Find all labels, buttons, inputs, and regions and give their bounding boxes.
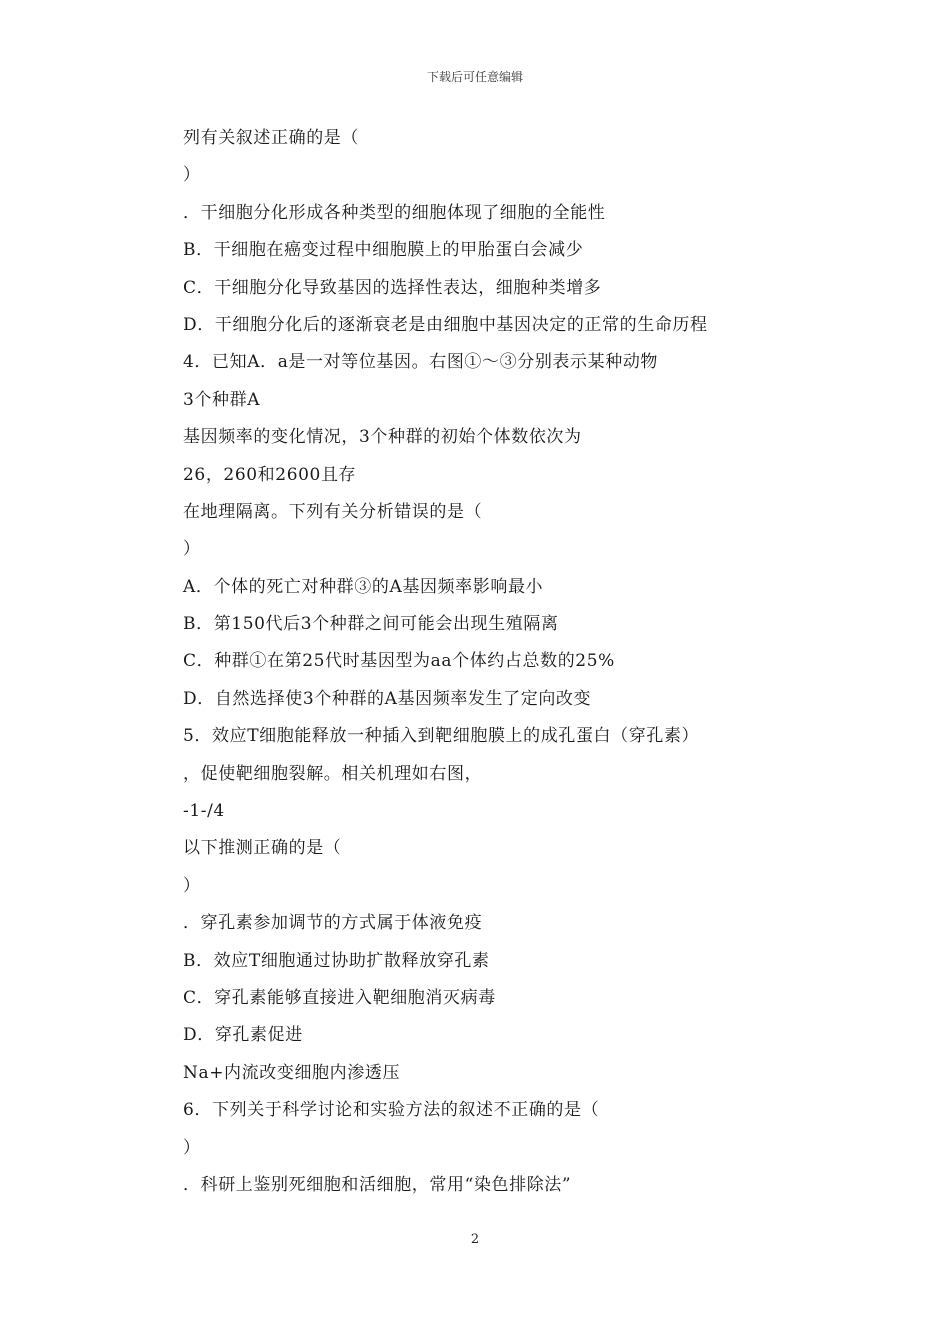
text-line: ．科研上鉴别死细胞和活细胞，常用“染色排除法” <box>183 1174 572 1195</box>
text-line: 列有关叙述正确的是（ <box>183 128 359 148</box>
text-line: ．干细胞分化形成各种类型的细胞体现了细胞的全能性 <box>183 202 606 223</box>
text-line: -1-/4 <box>183 801 225 822</box>
text-line: ） <box>183 539 201 560</box>
text-line: C．种群①在第25代时基因型为aa个体约占总数的25% <box>183 651 615 672</box>
text-line: 3个种群A <box>183 389 261 410</box>
text-line: 4．已知A．a是一对等位基因。右图①～③分别表示某种动物 <box>183 352 659 373</box>
text-line: A．个体的死亡对种群③的A基因频率影响最小 <box>183 576 544 597</box>
page-number: 2 <box>470 1232 480 1247</box>
text-line: B．第150代后3个种群之间可能会出现生殖隔离 <box>183 614 559 635</box>
text-line: 26，260和2600且存 <box>183 464 357 485</box>
text-line: 5．效应T细胞能释放一种插入到靶细胞膜上的成孔蛋白（穿孔素） <box>183 726 700 747</box>
page-header: 下载后可任意编辑 <box>426 70 523 84</box>
text-line: ） <box>183 165 201 186</box>
text-line: 在地理隔离。下列有关分析错误的是（ <box>183 501 483 522</box>
text-line: ） <box>183 875 201 896</box>
text-line: B．效应T细胞通过协助扩散释放穿孔素 <box>183 950 490 971</box>
text-line: D．干细胞分化后的逐渐衰老是由细胞中基因决定的正常的生命历程 <box>183 314 708 335</box>
text-line: C．穿孔素能够直接进入靶细胞消灭病毒 <box>183 987 496 1008</box>
text-line: ） <box>183 1137 201 1158</box>
text-line: D．穿孔素促进 <box>183 1025 303 1046</box>
text-line: B．干细胞在癌变过程中细胞膜上的甲胎蛋白会减少 <box>183 240 584 261</box>
text-line: ，促使靶细胞裂解。相关机理如右图， <box>183 763 483 784</box>
text-line: 6．下列关于科学讨论和实验方法的叙述不正确的是（ <box>183 1100 600 1121</box>
text-line: C．干细胞分化导致基因的选择性表达，细胞种类增多 <box>183 277 602 298</box>
text-line: 以下推测正确的是（ <box>183 838 342 859</box>
text-line: D．自然选择使3个种群的A基因频率发生了定向改变 <box>183 688 592 709</box>
text-line: Na+内流改变细胞内渗透压 <box>183 1062 401 1083</box>
text-line: 基因频率的变化情况，3个种群的初始个体数依次为 <box>183 427 582 448</box>
text-line: ．穿孔素参加调节的方式属于体液免疫 <box>183 913 483 934</box>
document-body <box>183 124 883 1208</box>
